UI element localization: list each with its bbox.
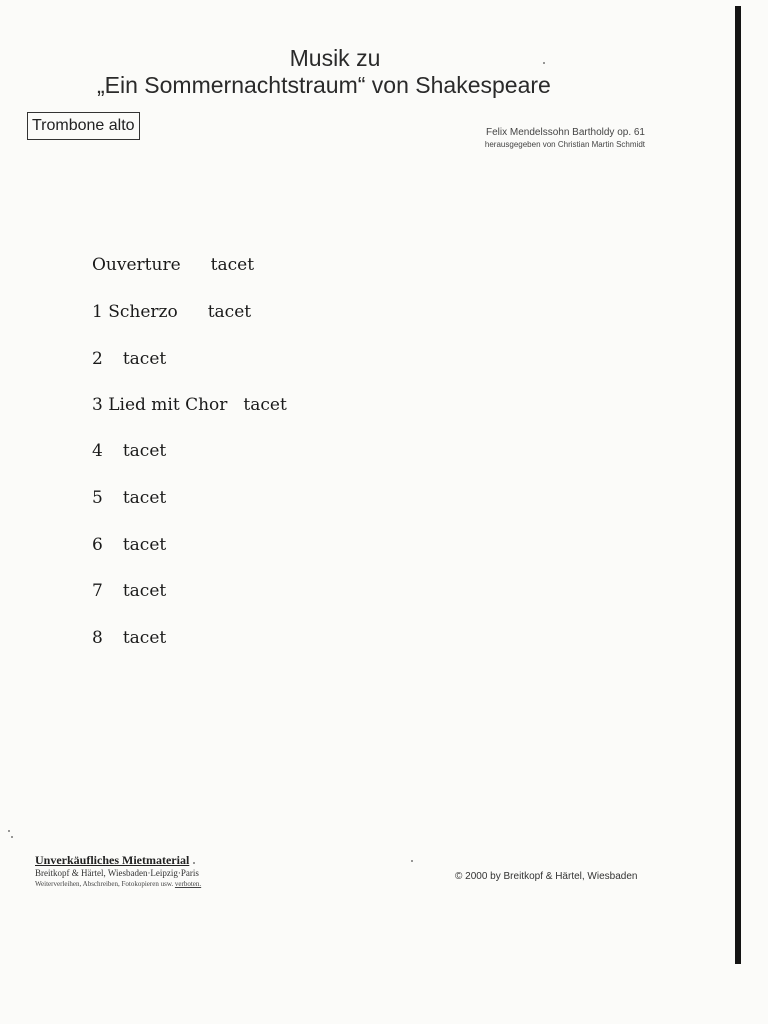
instrument-label-box: Trombone alto (27, 112, 140, 140)
movement-6 (92, 535, 166, 555)
rental-publisher-line: Breitkopf & Härtel, Wiesbaden·Leipzig·Paris (35, 868, 199, 878)
movement-5 (92, 488, 166, 508)
editor-credit: herausgegeben von Christian Martin Schmidt (484, 140, 645, 149)
movement-7 (92, 581, 166, 601)
movement-status: tacet (243, 395, 287, 415)
movement-status: tacet (207, 302, 252, 322)
movement-name: 5 (92, 488, 103, 508)
movement-ouverture (92, 255, 254, 275)
scan-speck (543, 62, 545, 64)
movement-status: tacet (122, 581, 167, 601)
scan-speck (8, 830, 10, 832)
title-line-1: Musik zu (289, 45, 381, 71)
movement-status: tacet (122, 441, 167, 461)
movement-status: tacet (122, 488, 167, 508)
title-line-2: „Ein Sommernachtstraum“ von Shakespeare (97, 72, 551, 98)
movement-8 (92, 628, 166, 648)
movement-name: 1 Scherzo (92, 302, 178, 322)
movement-status: tacet (122, 628, 167, 648)
movement-2 (92, 349, 166, 369)
scan-speck (193, 862, 195, 864)
movement-4 (92, 441, 166, 461)
movement-name: 6 (92, 535, 103, 555)
movement-name: Ouverture (92, 255, 181, 275)
movement-name: 8 (92, 628, 103, 648)
movement-3-lied-mit-chor (92, 395, 287, 415)
rental-notice-text: Weiterverleihen, Abschreiben, Fotokopieren usw. (35, 880, 174, 888)
scan-speck (11, 836, 13, 838)
rental-material-title: Unverkäufliches Mietmaterial (35, 853, 190, 867)
movement-name: 7 (92, 581, 103, 601)
movement-name: 2 (92, 349, 103, 369)
movement-name: 3 Lied mit Chor (92, 395, 228, 415)
binding-edge-line (735, 6, 741, 964)
rental-notice-line (35, 880, 201, 888)
movement-status: tacet (122, 349, 167, 369)
copyright-notice: © 2000 by Breitkopf & Härtel, Wiesbaden (455, 871, 638, 882)
movement-name: 4 (92, 441, 103, 461)
movement-status: tacet (122, 535, 167, 555)
movement-status: tacet (210, 255, 255, 275)
movement-1-scherzo (92, 302, 251, 322)
composer-credit: Felix Mendelssohn Bartholdy op. 61 (486, 127, 645, 138)
rental-notice-emphasis: verboten. (174, 880, 202, 888)
scan-speck (411, 860, 413, 862)
